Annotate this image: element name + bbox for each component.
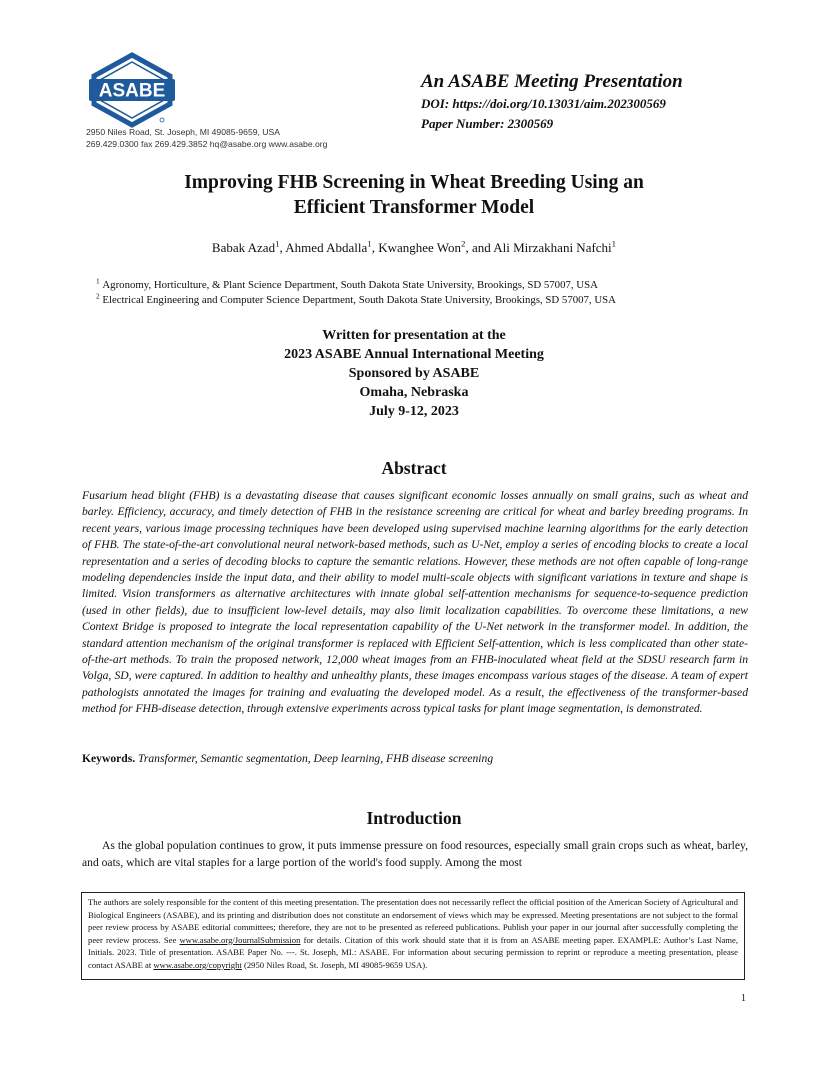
abstract-body: Fusarium head blight (FHB) is a devastating disease that causes significant economic losses annually on small grains, such as wheat and barley. Efficiency, accuracy, and timely detection of FHB in the resistance screening are critical for wheat and barley breeding programs. In recent years, various image processing techniques have been developed using supervised machine learning algorithms for the early detection of FHB. The state-of-the-art convolutional neural network-based methods, such as U-Net, employ a series of encoding blocks to create a local representation and a series of decoding blocks to capture the semantic relations. However, these methods are not often capable of long-range modeling dependencies inside the input data, and their ability to model multi-scale objects with significant variations in texture and shape is limited. Vision transformers as alternative architectures with innate global self-attention mechanisms for sequence-to-sequence prediction (used in other fields), due to insufficient low-level details, may also limit localization capabilities. To overcome these limitations, a new Context Bridge is proposed to integrate the local representation capability of the U-Net network in the transformer model. In addition, the standard attention mechanism of the original transformer is replaced with Efficient Self-attention, which is less complicated than other state-of-the-art methods. To train the proposed network, 12,000 wheat images from an FHB-inoculated wheat field at the SDSU research farm in Volga, SD, were captured. In addition to healthy and unhealthy plants, these images encompass various stages of the disease. A team of expert pathologists annotated the images for training and evaluating the developed model. As a result, the effectiveness of the transformer-based method for FHB-disease detection, through extensive experiments across typical tasks for plant image segmentation, is demonstrated.	[82, 489, 748, 716]
page-number: 1	[741, 993, 746, 1004]
presentation-line: 2023 ASABE Annual International Meeting	[284, 347, 544, 362]
disclaimer-text: for details. Citation of this work should state that it is from an ASABE meeting paper. EXAMPLE: Author’s Last Name, Initials. 2023. Title of presentation. ASABE Paper No. ---. St. Joseph, MI.: ASABE. For information about securing permission to reprint or reproduce a meeting presentation, please contact ASABE at	[88, 934, 738, 970]
affiliation-mark: 1	[96, 276, 100, 286]
introduction-heading: Introduction	[366, 808, 462, 828]
author-name: Kwanghee Won	[378, 240, 462, 255]
journal-submission-link[interactable]: www.asabe.org/JournalSubmission	[179, 934, 301, 945]
abstract-heading: Abstract	[381, 458, 447, 478]
keywords	[82, 752, 493, 765]
author-separator: ,	[371, 240, 379, 255]
author-name: Babak Azad	[211, 240, 276, 255]
paper-title	[0, 170, 828, 220]
presentation-line: Sponsored by ASABE	[348, 366, 480, 381]
author-affiliation-mark: 1	[611, 238, 617, 249]
author-separator: ,	[279, 240, 286, 255]
logo-wordmark: ASABE	[98, 80, 166, 102]
affiliation-text: Electrical Engineering and Computer Science Department, South Dakota State University, Brookings, SD 57007, USA	[102, 294, 616, 306]
affiliation	[96, 291, 616, 306]
asabe-logo	[86, 52, 178, 128]
asabe-logo-block	[86, 52, 376, 152]
author-list	[0, 240, 828, 256]
author-affiliation-mark: 2	[461, 238, 466, 249]
keywords-label: Keywords.	[82, 752, 136, 765]
paper-title-line: Efficient Transformer Model	[293, 197, 535, 218]
doi-line: DOI: https://doi.org/10.13031/aim.202300569	[421, 96, 666, 111]
presentation-line: Omaha, Nebraska	[359, 385, 469, 400]
presentation-info	[0, 326, 828, 421]
author-affiliation-mark: 1	[367, 238, 372, 249]
copyright-link[interactable]: www.asabe.org/copyright	[153, 959, 242, 970]
disclaimer-text: The authors are solely responsible for the content of this meeting presentation. The presentation does not necessarily reflect the official position of the American Society of Agricultural and Biological Engineers (ASABE), and its printing and distribution does not constitute an endorsement of views which may be expressed. Meeting presentations are not subject to the formal peer review process by ASABE editorial committees; therefore, they are not to be presented as refereed publications. Publish your paper in our journal after successfully completing the peer review process. See	[88, 897, 738, 945]
affiliation	[96, 276, 598, 291]
author-affiliation-mark: 1	[275, 238, 280, 249]
paper-number: Paper Number: 2300569	[421, 116, 554, 131]
author-name: Ali Mirzakhani Nafchi	[493, 240, 612, 255]
introduction-body: As the global population continues to grow, it puts immense pressure on food resources, especially small grain crops such as wheat, barley, and oats, which are vital staples for a large portion of the world's food supply. Among the most	[82, 839, 748, 869]
address-line: 2950 Niles Road, St. Joseph, MI 49085-9659, USA	[86, 127, 280, 137]
meeting-header	[421, 70, 683, 134]
presentation-line: Written for presentation at the	[322, 328, 506, 343]
disclaimer-text: (2950 Niles Road, St. Joseph, MI 49085-9659 USA).	[241, 959, 428, 970]
author-separator: , and	[465, 240, 494, 255]
affiliation-mark: 2	[96, 291, 100, 301]
meeting-presentation-title: An ASABE Meeting Presentation	[421, 71, 683, 92]
affiliation-text: Agronomy, Horticulture, & Plant Science Department, South Dakota State University, Brookings, SD 57007, USA	[102, 279, 598, 291]
disclaimer-box	[81, 892, 745, 980]
presentation-line: July 9-12, 2023	[369, 404, 459, 419]
paper-title-line: Improving FHB Screening in Wheat Breeding Using an	[184, 172, 644, 193]
keywords-text: Transformer, Semantic segmentation, Deep learning, FHB disease screening	[138, 752, 494, 765]
author-name: Ahmed Abdalla	[285, 240, 368, 255]
contact-line: 269.429.0300 fax 269.429.3852 hq@asabe.org www.asabe.org	[86, 139, 328, 149]
